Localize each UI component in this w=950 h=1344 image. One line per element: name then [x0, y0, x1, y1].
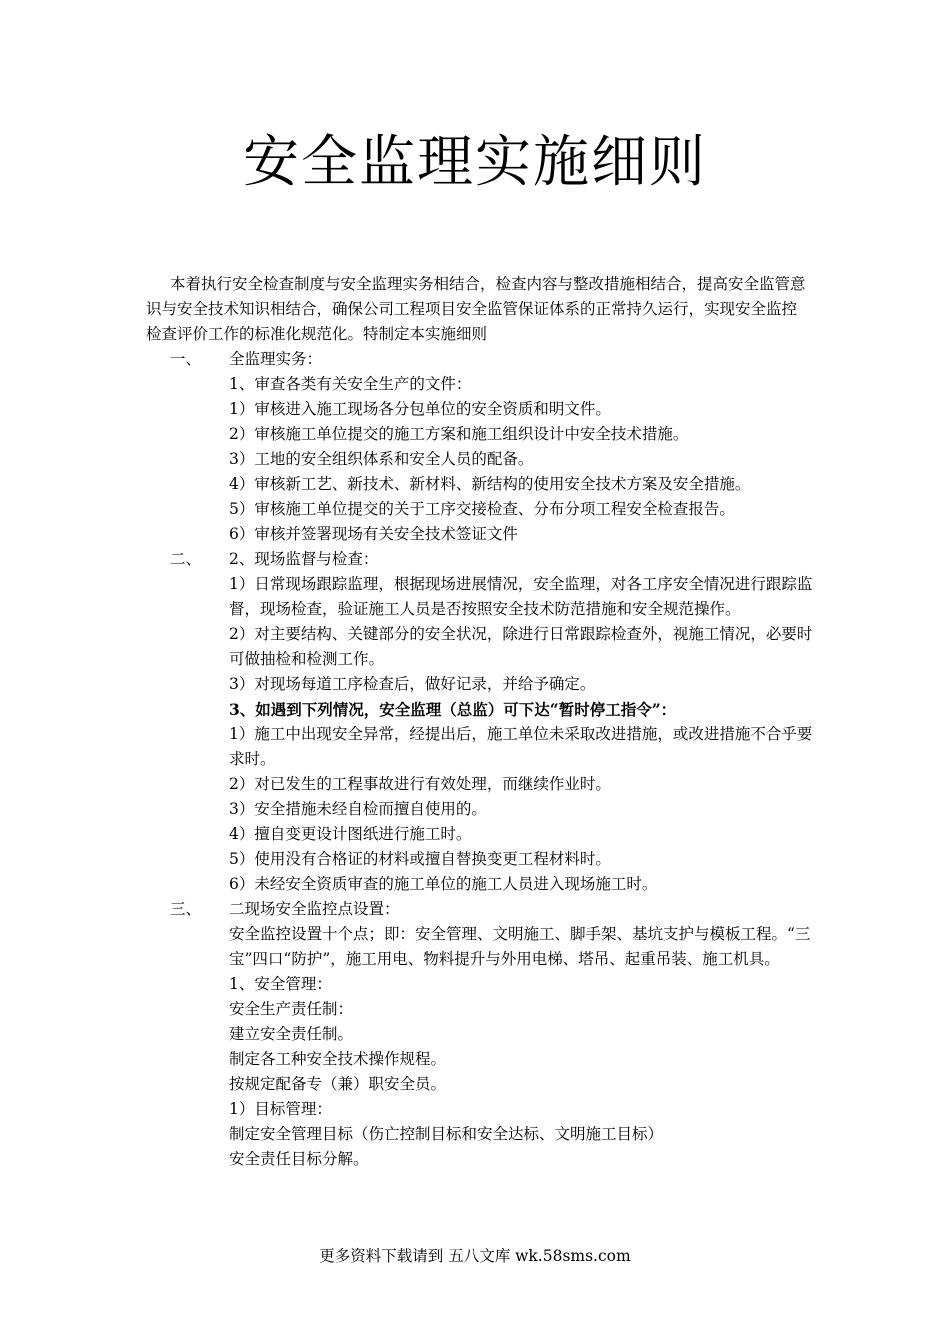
list-item [0, 397, 950, 422]
line-text: 4）擅自变更设计图纸进行施工时。 [229, 825, 472, 843]
line-text: 制定各工种安全技术操作规程。 [229, 1050, 447, 1068]
list-item [0, 472, 950, 497]
line-text: 2）对主要结构、关键部分的安全状况，除进行日常跟踪检查外，视施工情况，必要时可做抽检和检测工作。 [229, 625, 813, 668]
list-item [0, 1072, 950, 1097]
list-item [0, 1022, 950, 1047]
list-item [0, 572, 950, 622]
line-text: 1）目标管理： [229, 1100, 332, 1118]
list-item [0, 422, 950, 447]
section-number: 三、 [170, 900, 202, 918]
document-body [0, 347, 950, 1172]
list-item [0, 672, 950, 697]
list-item [0, 1097, 950, 1122]
list-item [0, 1147, 950, 1172]
line-text: 5）审核施工单位提交的关于工序交接检查、分布分项工程安全检查报告。 [229, 500, 735, 518]
line-text: 3）安全措施未经自检而擅自使用的。 [229, 800, 487, 818]
line-text: 4）审核新工艺、新技术、新材料、新结构的使用安全技术方案及安全措施。 [229, 475, 751, 493]
line-text: 安全责任目标分解。 [229, 1150, 369, 1168]
line-text: 3）工地的安全组织体系和安全人员的配备。 [229, 450, 534, 468]
list-item [0, 997, 950, 1022]
line-text: 2、现场监督与检查： [229, 550, 379, 568]
line-text: 1）审核进入施工现场各分包单位的安全资质和明文件。 [229, 400, 611, 418]
list-item [0, 447, 950, 472]
list-item [0, 722, 950, 772]
list-item [0, 897, 950, 922]
line-text: 2）对已发生的工程事故进行有效处理，而继续作业时。 [229, 775, 611, 793]
list-item [0, 772, 950, 797]
document-title: 安全监理实施细则 [243, 130, 707, 195]
list-item [0, 822, 950, 847]
line-text: 1、安全管理： [229, 975, 332, 993]
line-text: 1）施工中出现安全异常，经提出后，施工单位未采取改进措施，或改进措施不合乎要求时。 [229, 725, 813, 768]
list-item [0, 547, 950, 572]
section-number: 二、 [170, 550, 202, 568]
line-text: 全监理实务： [229, 350, 323, 368]
line-text: 制定安全管理目标（伤亡控制目标和安全达标、文明施工目标） [229, 1125, 664, 1143]
line-text: 2）审核施工单位提交的施工方案和施工组织设计中安全技术措施。 [229, 425, 689, 443]
list-item [0, 622, 950, 672]
list-item [0, 372, 950, 397]
list-item [0, 522, 950, 547]
line-text: 1）日常现场跟踪监理，根据现场进展情况，安全监理，对各工序安全情况进行跟踪监督，现场检查，验证施工人员是否按照安全技术防范措施和安全规范操作。 [229, 575, 813, 618]
list-item [0, 347, 950, 372]
list-item [0, 1047, 950, 1072]
line-text: 1、审查各类有关安全生产的文件： [229, 375, 472, 393]
list-item [0, 697, 950, 722]
list-item [0, 1122, 950, 1147]
line-text: 建立安全责任制。 [229, 1025, 354, 1043]
line-text: 6）未经安全资质审查的施工单位的施工人员进入现场施工时。 [229, 875, 658, 893]
line-text: 二现场安全监控点设置： [229, 900, 400, 918]
line-text: 安全监控设置十个点；即：安全管理、文明施工、脚手架、基坑支护与模板工程。“三宝”四口“防护”，施工用电、物料提升与外用电梯、塔吊、起重吊装、施工机具。 [229, 925, 811, 968]
line-text: 5）使用没有合格证的材料或擅自替换变更工程材料时。 [229, 850, 611, 868]
line-text: 3、如遇到下列情况，安全监理（总监）可下达“暂时停工指令”： [229, 700, 677, 719]
line-text: 按规定配备专（兼）职安全员。 [229, 1075, 447, 1093]
line-text: 安全生产责任制： [229, 1000, 354, 1018]
footer-text: 更多资料下载请到 五八文库 wk.58sms.com [319, 1247, 631, 1265]
intro-text: 本着执行安全检查制度与安全监理实务相结合，检查内容与整改措施相结合，提高安全监管意识与安全技术知识相结合，确保公司工程项目安全监管保证体系的正常持久运行，实现安全监控检查评价工作的标准化规范化。特制定本实施细则 [146, 275, 806, 343]
intro-paragraph [146, 272, 811, 347]
list-item [0, 922, 950, 972]
list-item [0, 872, 950, 897]
list-item [0, 847, 950, 872]
line-text: 6）审核并签署现场有关安全技术签证文件 [229, 525, 518, 543]
section-number: 一、 [170, 350, 202, 368]
list-item [0, 797, 950, 822]
line-text: 3）对现场每道工序检查后，做好记录，并给予确定。 [229, 675, 596, 693]
list-item [0, 497, 950, 522]
list-item [0, 972, 950, 997]
